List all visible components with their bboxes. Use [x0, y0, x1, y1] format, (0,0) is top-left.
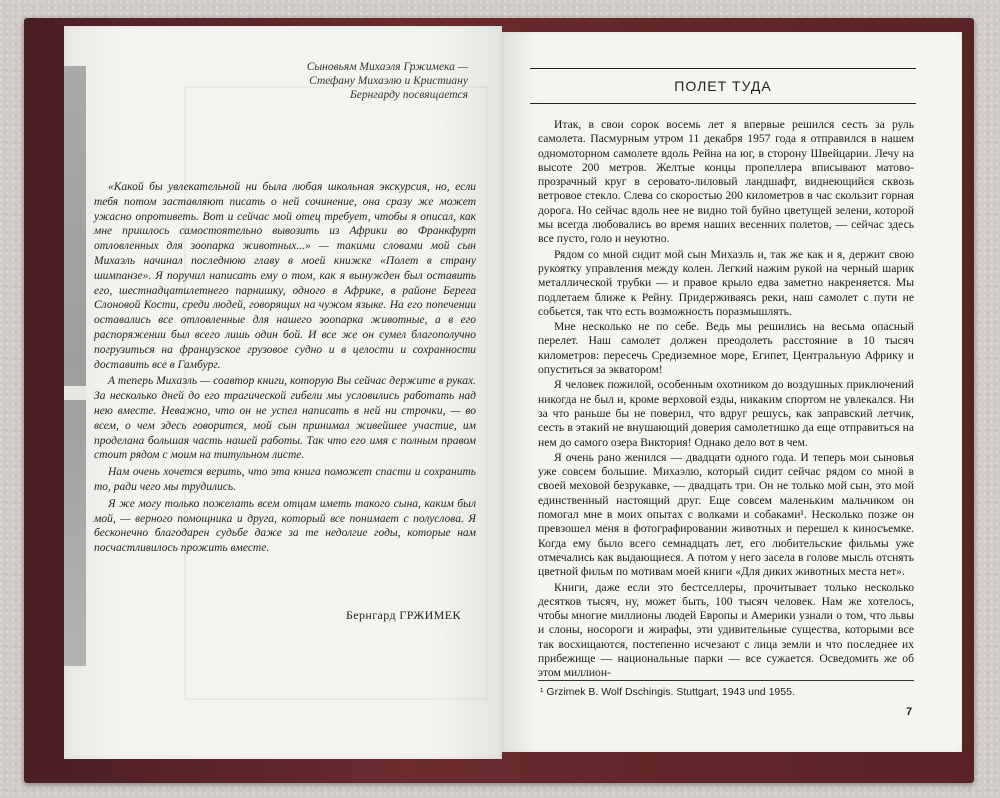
- body-paragraph: Итак, в свои сорок восемь лет я впервые решился сесть за руль самолета. Пасмурным утром 11 декабря 1957 года я отправился в нашем одномоторном самолете вдоль Рейна на юг, в сторону Швейцарии. Лечу на высоте 200 метров. Желтые концы пропеллера вписывают матово-прозрачный круг в серовато-лиловый ландшафт, виднеющийся сквозь ветровое стекло. Слева со скоростью 200 километров в час скользит горная дорога. Но сейчас вдоль нее не видно той буйно цветущей зелени, которой мы всегда любовались во время наших весенних полетов, — сейчас здесь все пусто, голо и неуютно.: [538, 118, 914, 246]
- dedication-line: Стефану Михаэлю и Кристиану: [309, 75, 468, 87]
- dedication: [228, 60, 468, 102]
- footnote: ¹ Grzimek B. Wolf Dschingis. Stuttgart, 1943 und 1955.: [540, 686, 795, 698]
- footnote-rule: [538, 680, 914, 681]
- body-paragraph: Рядом со мной сидит мой сын Михаэль и, так же как и я, держит свою рукоятку управления между колен. Легкий нажим рукой на черный шарик металлической трубки — и правое крыло едва заметно накреняется. Мы подлетаем ближе к Рейну. Придерживаясь реки, наш самолет с пути не собьется, так что есть возможность поразмышлять.: [538, 247, 914, 318]
- preface-paragraph: Я же могу только пожелать всем отцам иметь такого сына, каким был мой, — верного помощника и друга, который все понимает с полуслова. Я бесконечно благодарен судьбе даже за те недолгие годы, которые нам посчастливилось прожить вместе.: [94, 497, 476, 555]
- preface-paragraph: «Какой бы увлекательной ни была любая школьная экскурсия, но, если тебя потом заставляют писать о ней сочинение, она сразу же может ужасно опротиветь. Вот и сейчас мой отец требует, чтобы я описал, как мне пришлось самостоятельно вывозить из Африки во Франкфурт отловленных для зоопарка животных...» — такими словами мой сын Михаэль начинал последнюю главу в моей книжке «Полет в страну шимпанзе». Я поручил написать ему о том, как я вынужден был оставить его, шестнадцатилетнего парнишку, одного в Африке, в районе Берега Слоновой Кости, среди людей, говорящих на чужом языке. На его попечении оставались все отловленные для нашего зоопарка животные, а в его распоряжении был всего лишь один бой. И все же он сумел благополучно погрузиться на французское грузовое судно и в целости и сохранности доставить все в Гамбург.: [94, 181, 476, 371]
- preface-text: [94, 180, 476, 556]
- chapter-body: [538, 118, 914, 681]
- body-paragraph: Книги, даже если это бестселлеры, прочитывает только несколько десятков тысяч, ну, может быть, 100 тысяч человек. Нам же хотелось, чтобы многие миллионы людей Европы и Америки узнали о том, что львы и слоны, носороги и жирафы, эти удивительные существа, которыми все так восхищаются, постепенно исчезают с лица земли и что последнее их прибежище — национальные парки — все сужается. Осведомить же об этом миллион-: [538, 580, 914, 680]
- preface-paragraph: А теперь Михаэль — соавтор книги, которую Вы сейчас держите в руках. За несколько дней до его трагической гибели мы условились работать над нею вместе. Неважно, что он не успел написать в ней ни строчки, — во всем, о чем здесь говорится, мой сын принимал живейшее участие, им проделана большая часть нашей работы. Так что его имя с полным правом стоит рядом с моим на титульном листе.: [94, 375, 476, 462]
- author-signature: Бернгард ГРЖИМЕК: [346, 608, 461, 622]
- preface-paragraph: Нам очень хочется верить, что эта книга поможет спасти и сохранить то, ради чего мы трудились.: [94, 466, 476, 493]
- gutter-strip: [64, 66, 86, 666]
- body-paragraph: Мне несколько не по себе. Ведь мы решились на весьма опасный перелет. Наш самолет должен преодолеть расстояние в 10 тысяч километров: пересечь Средиземное море, Египет, Центральную Африку и опуститься за экватором!: [538, 320, 914, 377]
- body-paragraph: Я очень рано женился — двадцати одного года. И теперь мои сыновья уже совсем большие. Михаэлю, который сидит сейчас рядом со мной в своей меховой безрукавке, — двадцать три. Он не только мой сын, это мой единственный настоящий друг. Еще совсем маленьким мальчиком он помогал мне в моих опытах с волками и собаками¹. Несколько позже он превзошел меня в фотографировании животных и перешел к киносъемке. Когда ему было всего семнадцать лет, его любительские фильмы уже отмечались как выдающиеся. А потом у него засела в голове мысль отснять цветной фильм по мотивам моей книги «Для диких животных места нет».: [538, 450, 914, 579]
- dedication-line: Сыновьям Михаэля Гржимека —: [306, 61, 468, 73]
- body-paragraph: Я человек пожилой, особенным охотником до воздушных приключений никогда не был и, кроме верховой езды, никаким спортом не увлекался. Ни за что раньше бы не поверил, что вдруг решусь, как заправский летчик, сесть в этакий не внушающий доверия самолетишко да еще отправиться на нем до самого озера Виктория! Однако дело вот в чем.: [538, 378, 914, 449]
- chapter-title: ПОЛЕТ ТУДА: [530, 68, 916, 104]
- page-number: 7: [906, 706, 913, 718]
- dedication-line: Бернгарду посвящается: [349, 89, 468, 101]
